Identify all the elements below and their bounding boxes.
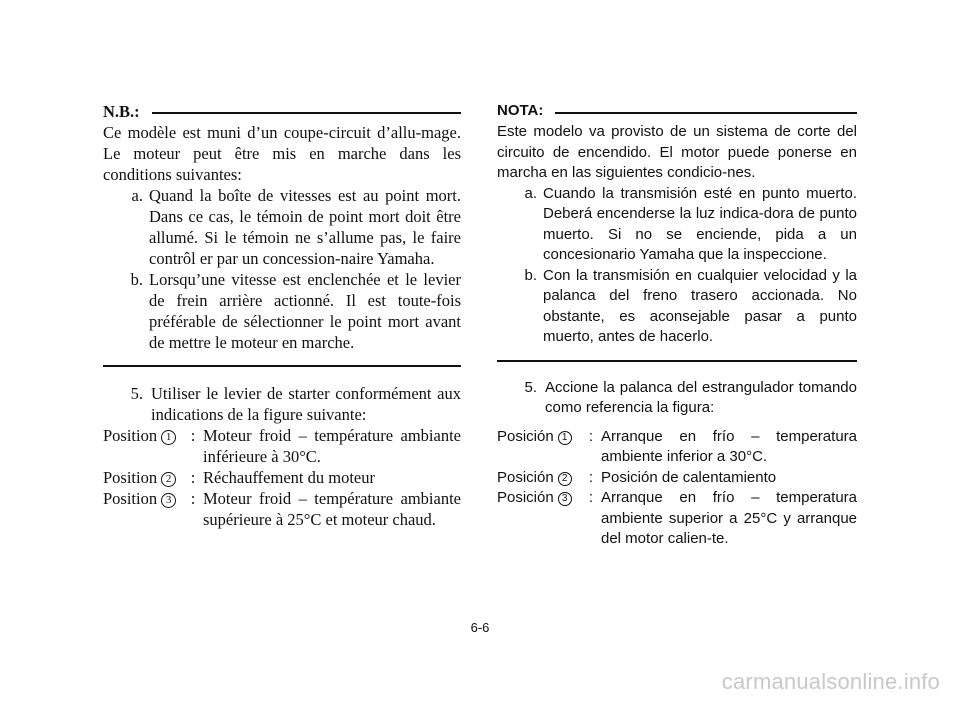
watermark: carmanualsonline.info: [721, 669, 940, 694]
position-text: Arranque en frío – temperatura ambiente superior a 25°C y arranque del motor calien-te.: [601, 489, 857, 547]
step-text: Utiliser le levier de starter conformément aux indications de la figure suivante:: [151, 384, 461, 424]
list-item-label: a.: [524, 184, 537, 202]
circled-number-icon: 3: [161, 493, 176, 508]
list-item-label: b.: [130, 270, 143, 289]
position-row: Posición 1 : Arranque en frío – temperatura ambiente inferior a 30°C.: [497, 427, 857, 468]
circled-number-icon: 1: [161, 430, 176, 445]
step-5-es: [497, 378, 857, 419]
note-title-fr: N.B.:: [103, 101, 140, 121]
list-item-text: Con la transmisión en cualquier velocidad y la palanca del freno trasero accionada. No obstante, es aconsejable pasar a punto muerto, antes de hacerlo.: [543, 266, 857, 345]
note-header-es: [497, 100, 857, 122]
circled-number-icon: 2: [558, 472, 572, 486]
step-number: 5.: [524, 378, 537, 396]
step-number: 5.: [130, 384, 143, 403]
note-end-rule-es: [497, 360, 857, 362]
position-row: Posición 2 : Posición de calentamiento: [497, 468, 857, 489]
position-label: Position 1: [103, 425, 183, 467]
list-item-label: a.: [131, 186, 143, 205]
list-item-text: Cuando la transmisión esté en punto muerto. Deberá encenderse la luz indica-dora de punto muerto. Si no se enciende, pida a un concesionario Yamaha que la inspeccione.: [543, 184, 857, 263]
position-label: Position 2: [103, 467, 183, 488]
circled-number-icon: 2: [161, 472, 176, 487]
position-label: Posición 3: [497, 488, 581, 550]
note-header-fr: [103, 100, 461, 122]
list-item-text: Lorsqu’une vitesse est enclenchée et le levier de frein arrière actionné. Il est toute-fois préférable de sélectionner le point mort avant de mettre le moteur en marche.: [149, 270, 461, 352]
list-item: [497, 184, 857, 266]
step-5-fr: [103, 383, 461, 425]
position-text: Posición de calentamiento: [601, 468, 777, 486]
position-row: Position 1 : Moteur froid – température ambiante inférieure à 30°C.: [103, 426, 461, 466]
note-rule-fr: [152, 112, 461, 114]
note-intro-fr: Ce modèle est muni d’un coupe-circuit d’allu-mage. Le moteur peut être mis en marche dans les conditions suivantes:: [103, 123, 461, 184]
position-label: Position 3: [103, 488, 183, 530]
position-label: Posición 1: [497, 427, 581, 468]
circled-number-icon: 1: [558, 431, 572, 445]
note-rule-es: [555, 112, 857, 114]
position-text: Moteur froid – température ambiante supérieure à 25°C et moteur chaud.: [203, 489, 461, 529]
position-row: Posición 3 : Arranque en frío – temperatura ambiente superior a 25°C y arranque del motor calien-te.: [497, 488, 857, 550]
position-row: Position 3 : Moteur froid – température ambiante supérieure à 25°C et moteur chaud.: [103, 489, 461, 529]
list-item-text: Quand la boîte de vitesses est au point mort. Dans ce cas, le témoin de point mort doit être allumé. Si le témoin ne s’allume pas, le faire contrôl er par un concession-naire Yamaha.: [149, 186, 461, 268]
step-text: Accione la palanca del estrangulador tomando como referencia la figura:: [545, 378, 857, 416]
note-end-rule-fr: [103, 365, 461, 367]
page-number: 6-6: [470, 620, 490, 635]
list-item: [103, 269, 461, 353]
list-item: [497, 266, 857, 348]
circled-number-icon: 3: [558, 492, 572, 506]
position-text: Réchauffement du moteur: [203, 468, 375, 487]
note-title-es: NOTA:: [497, 101, 544, 119]
position-label: Posición 2: [497, 468, 581, 489]
list-item: [103, 185, 461, 269]
position-text: Moteur froid – température ambiante inférieure à 30°C.: [203, 426, 461, 466]
position-text: Arranque en frío – temperatura ambiente inferior a 30°C.: [601, 427, 857, 465]
spanish-column: [497, 100, 857, 550]
list-item-label: b.: [524, 266, 537, 284]
note-intro-es: Este modelo va provisto de un sistema de corte del circuito de encendido. El motor puede ponerse en marcha en las siguientes condicio-nes.: [497, 123, 857, 181]
french-column: [103, 100, 461, 530]
position-row: Position 2 : Réchauffement du moteur: [103, 467, 461, 488]
